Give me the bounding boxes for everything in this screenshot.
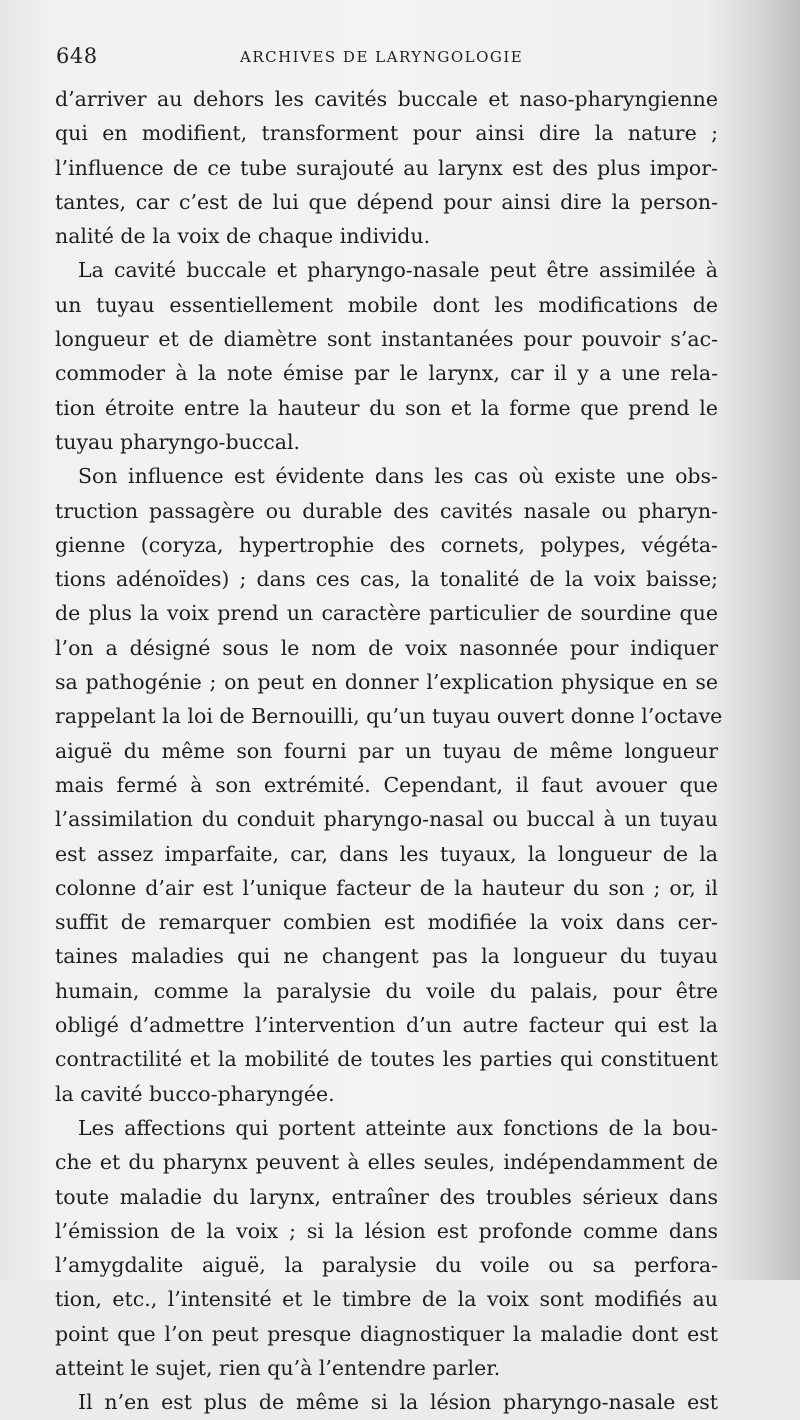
text-line: l’amygdalite aiguë, la paralysie du voile ou sa perfora- bbox=[55, 1253, 718, 1278]
text-line: est assez imparfaite, car, dans les tuyaux, la longueur de la bbox=[55, 841, 718, 866]
text-line: suffit de remarquer combien est modifiée la voix dans cer- bbox=[55, 910, 718, 935]
text-line: commoder à la note émise par le larynx, car il y a une rela- bbox=[55, 361, 718, 386]
text-line: l’émission de la voix ; si la lésion est profonde comme dans bbox=[55, 1218, 718, 1243]
text-line: point que l’on peut presque diagnostiquer la maladie dont est bbox=[55, 1321, 718, 1346]
text-line: contractilité et la mobilité de toutes les parties qui constituent bbox=[55, 1047, 718, 1072]
text-line: sa pathogénie ; on peut en donner l’explication physique en se bbox=[55, 670, 718, 695]
text-line: Les affections qui portent atteinte aux fonctions de la bou- bbox=[78, 1115, 718, 1140]
text-line: gienne (coryza, hypertrophie des cornets, polypes, végéta- bbox=[55, 532, 718, 557]
text-line: Il n’en est plus de même si la lésion pharyngo-nasale est bbox=[78, 1390, 718, 1415]
text-line: de plus la voix prend un caractère particulier de sourdine que bbox=[55, 601, 718, 626]
text-line: aiguë du même son fourni par un tuyau de même longueur bbox=[55, 738, 718, 763]
text-line: toute maladie du larynx, entraîner des troubles sérieux dans bbox=[55, 1184, 718, 1209]
text-line: un tuyau essentiellement mobile dont les modifications de bbox=[55, 292, 718, 317]
text-line: qui en modifient, transforment pour ainsi dire la nature ; bbox=[55, 121, 718, 146]
text-line: tion, etc., l’intensité et le timbre de la voix sont modifiés au bbox=[55, 1287, 718, 1312]
text-line: obligé d’admettre l’intervention d’un autre facteur qui est la bbox=[55, 1013, 718, 1038]
text-line: longueur et de diamètre sont instantanées pour pouvoir s’ac- bbox=[55, 327, 718, 352]
text-line: colonne d’air est l’unique facteur de la hauteur du son ; or, il bbox=[55, 875, 718, 900]
text-line: truction passagère ou durable des cavités nasale ou pharyn- bbox=[55, 498, 718, 523]
text-line: tuyau pharyngo-buccal. bbox=[55, 429, 301, 454]
text-line: taines maladies qui ne changent pas la longueur du tuyau bbox=[55, 944, 718, 969]
text-line: l’assimilation du conduit pharyngo-nasal ou buccal à un tuyau bbox=[55, 807, 718, 832]
text-line: tion étroite entre la hauteur du son et la forme que prend le bbox=[55, 395, 718, 420]
text-line: l’influence de ce tube surajouté au larynx est des plus impor- bbox=[55, 155, 718, 180]
text-line: atteint le sujet, rien qu’à l’entendre parler. bbox=[55, 1355, 501, 1380]
text-line: La cavité buccale et pharyngo-nasale peut être assimilée à bbox=[78, 258, 718, 283]
text-line: mais fermé à son extrémité. Cependant, il faut avouer que bbox=[55, 772, 718, 797]
text-line: nalité de la voix de chaque individu. bbox=[55, 224, 431, 249]
page-number: 648 bbox=[56, 44, 98, 68]
text-line: tions adénoïdes) ; dans ces cas, la tonalité de la voix baisse; bbox=[55, 567, 718, 592]
running-title: ARCHIVES DE LARYNGOLOGIE bbox=[240, 48, 524, 66]
text-line: Son influence est évidente dans les cas où existe une obs- bbox=[78, 464, 718, 489]
text-line: la cavité bucco-pharyngée. bbox=[55, 1081, 335, 1106]
text-line: che et du pharynx peuvent à elles seules, indépendamment de bbox=[55, 1150, 718, 1175]
text-line: l’on a désigné sous le nom de voix nasonnée pour indiquer bbox=[55, 635, 718, 660]
text-line: tantes, car c’est de lui que dépend pour ainsi dire la person- bbox=[55, 189, 718, 214]
text-line: humain, comme la paralysie du voile du palais, pour être bbox=[55, 978, 718, 1003]
page-header bbox=[56, 44, 720, 70]
body-text bbox=[55, 82, 723, 1420]
text-line: rappelant la loi de Bernouilli, qu’un tuyau ouvert donne l’octave bbox=[55, 704, 723, 729]
text-line: d’arriver au dehors les cavités buccale et naso-pharyngienne bbox=[55, 87, 718, 111]
